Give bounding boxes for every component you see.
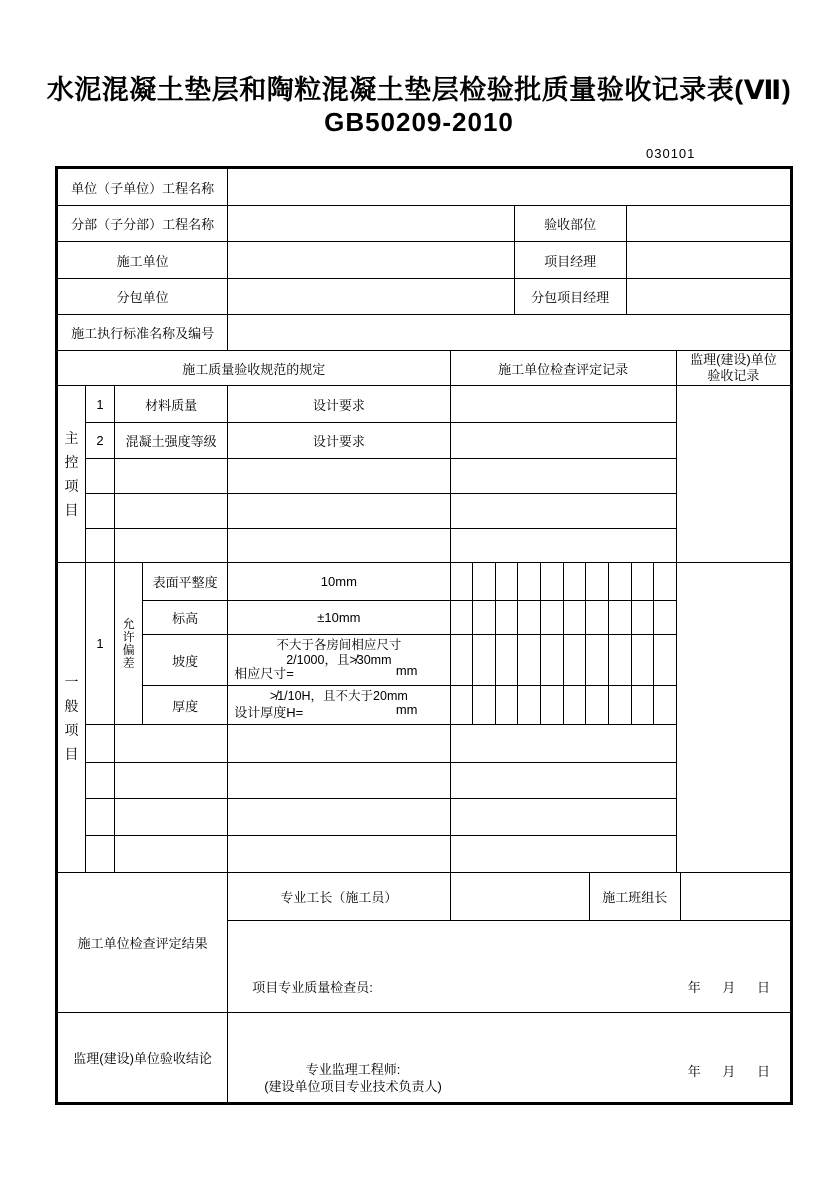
measure-cell[interactable] xyxy=(564,635,587,685)
measure-cell[interactable] xyxy=(609,635,632,685)
slope-requirement-line1: 不大于各房间相应尺寸 xyxy=(276,638,402,652)
measurement-grid xyxy=(451,563,676,600)
main-control-section xyxy=(58,386,86,563)
supervision-record-general[interactable] xyxy=(676,563,790,873)
measure-cell[interactable] xyxy=(586,686,609,724)
measure-cell[interactable] xyxy=(518,563,541,600)
quality-checker-label: 项目专业质量检查员: xyxy=(252,980,373,995)
main-control-row1-no: 1 xyxy=(86,386,115,423)
project-info-table xyxy=(57,168,791,351)
measure-cell[interactable] xyxy=(541,635,564,685)
measurement-grid xyxy=(451,686,676,724)
slope-fill-label[interactable]: 相应尺寸= xyxy=(234,666,294,681)
measure-cell[interactable] xyxy=(609,601,632,634)
general-empty-requirement[interactable] xyxy=(228,799,450,836)
subcontract-manager-label: 分包项目经理 xyxy=(514,279,626,315)
measure-cell[interactable] xyxy=(473,686,496,724)
measure-cell[interactable] xyxy=(586,635,609,685)
deviation-row3-measurements xyxy=(450,635,676,686)
spec-header-construction-record: 施工单位检查评定记录 xyxy=(450,351,676,386)
main-control-row1-item: 材料质量 xyxy=(115,386,228,423)
foreman-signature[interactable] xyxy=(450,873,589,921)
main-control-empty-check-record[interactable] xyxy=(450,459,676,494)
subsection-project-name-value[interactable] xyxy=(228,206,514,242)
general-section-label: 一般项目 xyxy=(64,673,79,762)
spec-header-supervision xyxy=(676,351,790,386)
measure-cell[interactable] xyxy=(451,686,474,724)
measure-cell[interactable] xyxy=(654,563,676,600)
measure-cell[interactable] xyxy=(632,686,655,724)
inspection-table xyxy=(57,350,791,873)
general-empty-requirement[interactable] xyxy=(228,836,450,873)
slope-fill-unit: mm xyxy=(395,663,418,678)
acceptance-part-value[interactable] xyxy=(626,206,790,242)
measure-cell[interactable] xyxy=(541,563,564,600)
main-control-empty-check-record[interactable] xyxy=(450,494,676,529)
main-control-row2-check-record[interactable] xyxy=(450,423,676,459)
measure-cell[interactable] xyxy=(654,686,676,724)
measure-cell[interactable] xyxy=(632,635,655,685)
measure-cell[interactable] xyxy=(496,563,519,600)
subcontractor-label: 分包单位 xyxy=(58,279,228,315)
main-control-row1-requirement: 设计要求 xyxy=(228,386,450,423)
measure-cell[interactable] xyxy=(564,601,587,634)
measure-cell[interactable] xyxy=(518,686,541,724)
general-empty-item[interactable] xyxy=(115,799,228,836)
deviation-row4-item: 厚度 xyxy=(143,686,228,725)
supervision-conclusion-cell[interactable] xyxy=(228,1013,791,1103)
measure-cell[interactable] xyxy=(541,686,564,724)
allowed-deviation-cell xyxy=(115,563,143,725)
supervision-date: 年 月 日 xyxy=(687,1064,770,1079)
measure-cell[interactable] xyxy=(541,601,564,634)
measure-cell[interactable] xyxy=(586,563,609,600)
deviation-row3-item: 坡度 xyxy=(143,635,228,686)
general-empty-no xyxy=(86,725,115,763)
quality-checker-cell[interactable] xyxy=(228,921,791,1013)
measurement-grid xyxy=(451,635,676,685)
general-empty-check-record[interactable] xyxy=(450,725,676,763)
measure-cell[interactable] xyxy=(632,563,655,600)
form-code: 030101 xyxy=(646,146,696,161)
general-empty-no xyxy=(86,799,115,836)
general-empty-requirement[interactable] xyxy=(228,725,450,763)
measure-cell[interactable] xyxy=(632,601,655,634)
deviation-row4-requirement xyxy=(228,686,450,725)
unit-project-name-value[interactable] xyxy=(228,169,791,206)
execution-standard-label: 施工执行标准名称及编号 xyxy=(58,315,228,351)
deviation-row4-measurements xyxy=(450,686,676,725)
main-control-empty-check-record[interactable] xyxy=(450,529,676,563)
deviation-row3-requirement xyxy=(228,635,450,686)
main-control-empty-no xyxy=(86,494,115,529)
main-control-section-label: 主控项目 xyxy=(64,430,79,518)
main-control-empty-requirement[interactable] xyxy=(228,459,450,494)
thickness-requirement-line1: ≯1/10H，且不大于20mm xyxy=(269,689,408,703)
measure-cell[interactable] xyxy=(518,601,541,634)
main-control-empty-item[interactable] xyxy=(115,459,228,494)
general-empty-item[interactable] xyxy=(115,725,228,763)
thickness-fill-label[interactable]: 设计厚度H= xyxy=(234,705,304,720)
team-leader-label: 施工班组长 xyxy=(589,873,680,921)
subcontractor-value[interactable] xyxy=(228,279,514,315)
measure-cell[interactable] xyxy=(496,601,519,634)
measure-cell[interactable] xyxy=(496,635,519,685)
general-empty-no xyxy=(86,763,115,799)
supervision-engineer-label: 专业监理工程师: xyxy=(305,1062,401,1077)
general-empty-check-record[interactable] xyxy=(450,799,676,836)
general-empty-item[interactable] xyxy=(115,763,228,799)
execution-standard-value[interactable] xyxy=(228,315,791,351)
form-standard-number: GB50209-2010 xyxy=(324,107,514,137)
measure-cell[interactable] xyxy=(451,601,474,634)
measure-cell[interactable] xyxy=(654,635,676,685)
main-control-row2-item: 混凝土强度等级 xyxy=(115,423,228,459)
project-manager-label: 项目经理 xyxy=(514,242,626,279)
thickness-fill-unit: mm xyxy=(395,702,418,717)
supervision-conclusion-label: 监理(建设)单位验收结论 xyxy=(58,1013,228,1103)
measure-cell[interactable] xyxy=(654,601,676,634)
main-control-row1-check-record[interactable] xyxy=(450,386,676,423)
construction-unit-value[interactable] xyxy=(228,242,514,279)
measure-cell[interactable] xyxy=(473,563,496,600)
measure-cell[interactable] xyxy=(451,635,474,685)
general-empty-no xyxy=(86,836,115,873)
deviation-row2-item: 标高 xyxy=(143,601,228,635)
deviation-row1-requirement: 10mm xyxy=(228,563,450,601)
acceptance-part-label: 验收部位 xyxy=(514,206,626,242)
unit-project-name-label: 单位（子单位）工程名称 xyxy=(58,169,228,206)
general-empty-check-record[interactable] xyxy=(450,836,676,873)
deviation-row1-item: 表面平整度 xyxy=(143,563,228,601)
main-control-empty-no xyxy=(86,529,115,563)
general-empty-item[interactable] xyxy=(115,836,228,873)
title-block xyxy=(0,74,838,137)
general-empty-requirement[interactable] xyxy=(228,763,450,799)
main-control-empty-requirement[interactable] xyxy=(228,529,450,563)
measure-cell[interactable] xyxy=(473,601,496,634)
supervision-engineer-note: (建设单位项目专业技术负责人) xyxy=(264,1079,442,1094)
spec-header-supervision-line2: 验收记录 xyxy=(707,368,760,383)
measure-cell[interactable] xyxy=(609,686,632,724)
construction-unit-label: 施工单位 xyxy=(58,242,228,279)
main-control-empty-item[interactable] xyxy=(115,494,228,529)
foreman-label: 专业工长（施工员） xyxy=(228,873,450,921)
quality-checker-date: 年 月 日 xyxy=(687,980,770,995)
construction-check-result-label: 施工单位检查评定结果 xyxy=(58,873,228,1013)
subsection-project-name-label: 分部（子分部）工程名称 xyxy=(58,206,228,242)
measure-cell[interactable] xyxy=(564,686,587,724)
main-control-empty-no xyxy=(86,459,115,494)
supervision-record-main-control[interactable] xyxy=(676,386,790,563)
spec-header-regulation: 施工质量验收规范的规定 xyxy=(58,351,451,386)
project-manager-value[interactable] xyxy=(626,242,790,279)
main-control-row2-requirement: 设计要求 xyxy=(228,423,450,459)
form-title: 水泥混凝土垫层和陶粒混凝土垫层检验批质量验收记录表(Ⅶ) xyxy=(46,75,792,105)
subcontract-manager-value[interactable] xyxy=(626,279,790,315)
measure-cell[interactable] xyxy=(451,563,474,600)
spec-header-supervision-line1: 监理(建设)单位 xyxy=(690,352,777,367)
general-empty-check-record[interactable] xyxy=(450,763,676,799)
deviation-row1-measurements xyxy=(450,563,676,601)
general-group-no: 1 xyxy=(86,563,115,725)
measure-cell[interactable] xyxy=(473,635,496,685)
form-table xyxy=(55,166,793,1105)
team-leader-signature[interactable] xyxy=(680,873,790,921)
measure-cell[interactable] xyxy=(609,563,632,600)
main-control-row2-no: 2 xyxy=(86,423,115,459)
measurement-grid xyxy=(451,601,676,634)
general-section xyxy=(58,563,86,873)
measure-cell[interactable] xyxy=(564,563,587,600)
signature-table xyxy=(57,872,791,1103)
allowed-deviation-label: 允许偏差 xyxy=(122,616,135,670)
deviation-row2-measurements xyxy=(450,601,676,635)
slope-requirement-line2: 2/1000，且≯30mm xyxy=(286,653,392,667)
deviation-row2-requirement: ±10mm xyxy=(228,601,450,635)
measure-cell[interactable] xyxy=(586,601,609,634)
measure-cell[interactable] xyxy=(518,635,541,685)
main-control-empty-requirement[interactable] xyxy=(228,494,450,529)
main-control-empty-item[interactable] xyxy=(115,529,228,563)
measure-cell[interactable] xyxy=(496,686,519,724)
